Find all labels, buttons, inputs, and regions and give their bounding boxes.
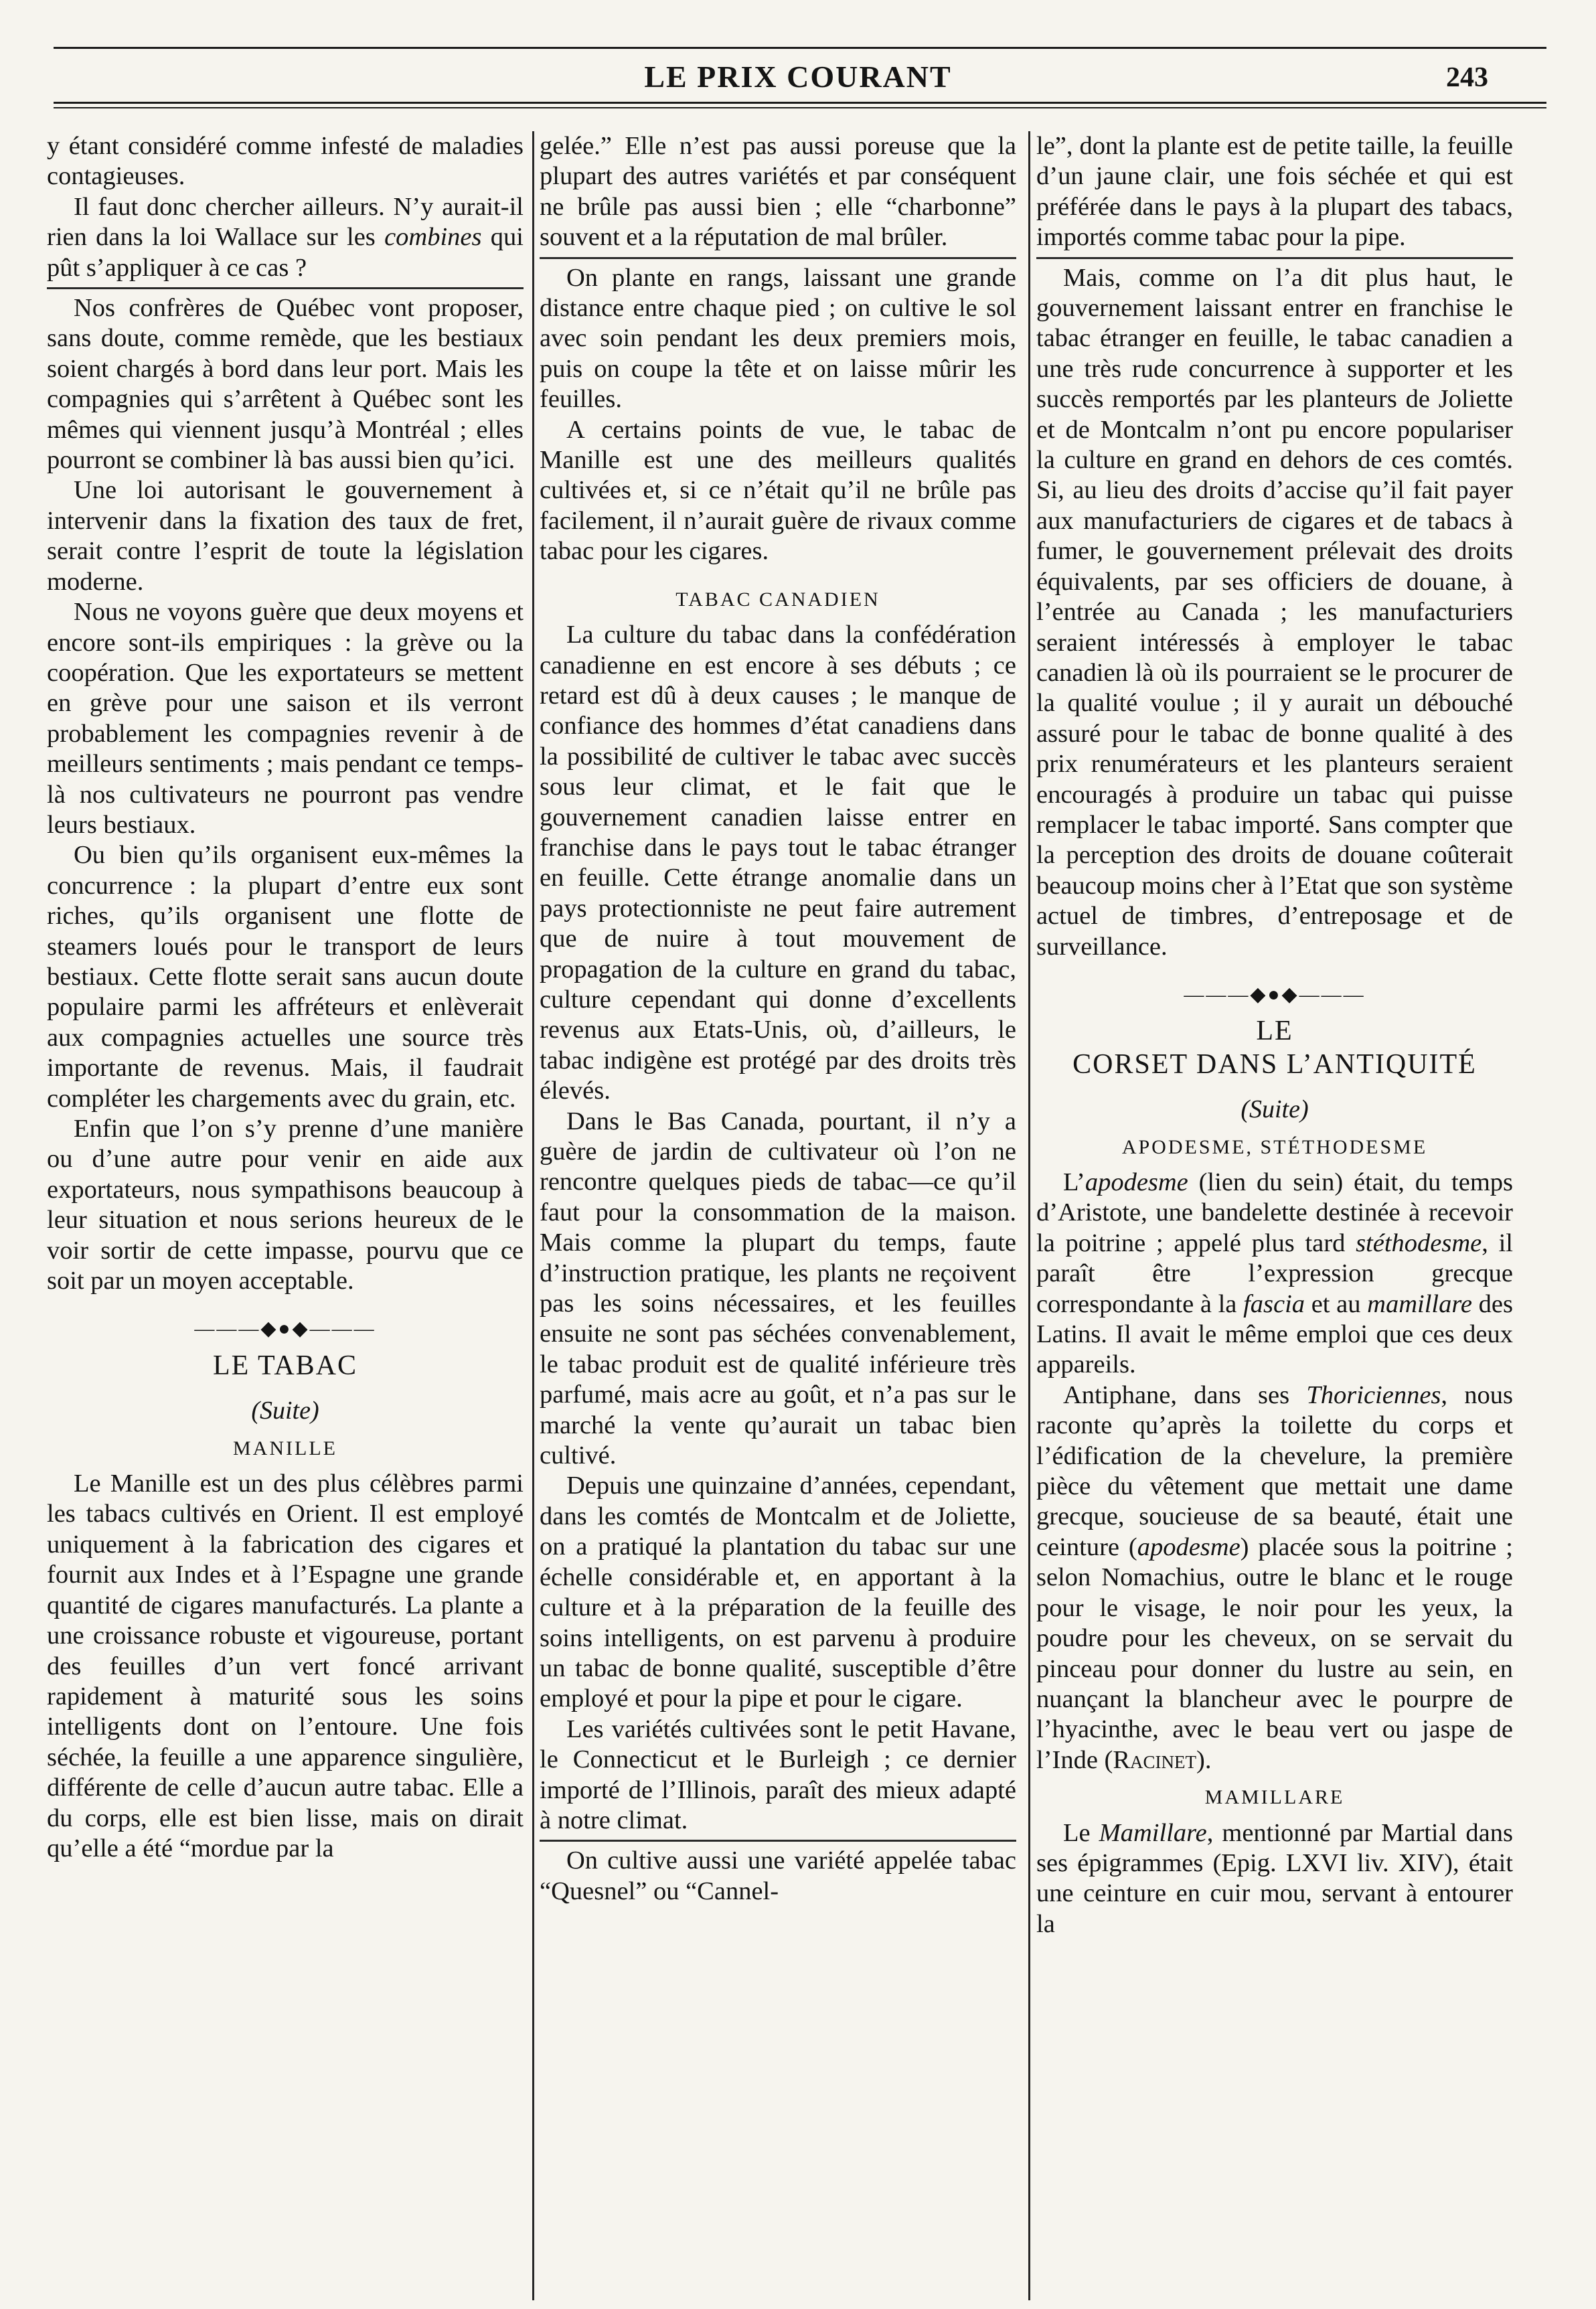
subheading: TABAC CANADIEN — [675, 588, 880, 611]
paragraph: On plante en rangs, laissant une grande distance entre chaque pied ; on cultive le sol avec soin pendant les deux premiers mois, puis on coupe la tête et on laisse mûrir les feuilles. — [540, 263, 1016, 414]
paragraph: gelée.” Elle n’est pas aussi poreuse que la plupart des autres variétés et par conséquent ne brûle pas aussi bien ; elle “charbonne” souvent et a la réputation de mal brûler. — [540, 132, 1016, 252]
paragraph: Les variétés cultivées sont le petit Havane, le Connecticut et le Burleigh ; ce dernier importé de l’Illinois, paraît des mieux adapté à notre climat. — [540, 1715, 1016, 1834]
paragraph: On cultive aussi une variété appelée tabac “Quesnel” ou “Cannel- — [540, 1846, 1016, 1905]
paragraph: Une loi autorisant le gouvernement à intervenir dans la fixation des taux de fret, serait contre l’esprit de toute la législation moderne. — [47, 476, 524, 596]
paragraph: y étant considéré comme infesté de maladies contagieuses. — [47, 132, 524, 191]
paragraph: A certains points de vue, le tabac de Manille est une des meilleurs qualités cultivées et, si ce n’était qu’il ne brûle pas facilement, il n’aurait guère de rivaux comme tabac pour les cigares. — [540, 415, 1016, 566]
header-bottom-rule-thin — [54, 107, 1546, 108]
paragraph: Mais, comme on l’a dit plus haut, le gouvernement laissant entrer en franchise le tabac étranger en feuille, le tabac canadien a une très rude concurrence à supporter et les succès remportés par les planteurs de Joliette et de Montcalm n’ont pu encore populariser la culture en grand en dehors de ces comtés. Si, au lieu des droits d’accise qu’il fait payer aux manufacturiers de cigares et de tabacs à fumer, le gouvernement prélevait des droits équivalents, par ses officiers de douane, à l’entrée au Canada ; les manufacturiers seraient intéressés à employer le tabac canadien là où ils pourraient se le procurer de la qualité voulue ; il y aurait un débouché assuré pour le tabac de bonne qualité à des prix renumérateurs et les planteurs seraient encouragés à produire un tabac qui puisse remplacer le tabac importé. Sans compter que la perception des droits de douane coûterait beaucoup moins cher à l’Etat que son système actuel de timbres, d’entreposage et de surveillance. — [1036, 263, 1513, 961]
column-right — [1036, 131, 1513, 2294]
paragraph: La culture du tabac dans la confédération canadienne en est encore à ses débuts ; ce retard est dû à deux causes ; le manque de confiance des hommes d’état canadiens dans la possibilité de cultiver le tabac avec succès sous leur climat, et le fait que le gouvernement canadien laisse entrer en franchise dans le pays tout le tabac étranger en feuille. Cette étrange anomalie dans un pays protectionniste ne peut faire autrement que de nuire à tout mouvement de propagation de la culture en grand du tabac, culture cependant qui donne d’excellents revenus aux Etats-Unis, où, d’ailleurs, le tabac indigène est protégé par des droits très élevés. — [540, 621, 1016, 1105]
ornament-divider: ———◆●◆——— — [1184, 983, 1366, 1006]
paragraph: Enfin que l’on s’y prenne d’une manière ou d’une autre pour venir en aide aux exportateurs, nous sympathisons beaucoup à leur situation et nous serions heureux de le voir sortir de cette impasse, pourvu que ce soit par un moyen acceptable. — [47, 1115, 524, 1295]
section-suite: (Suite) — [251, 1397, 319, 1425]
column-left — [47, 131, 524, 2294]
paragraph: Le Mamillare, mentionné par Martial dans ses épigrammes (Epig. LXVI liv. XIV), était une ceinture en cuir mou, servant à entourer la — [1036, 1818, 1513, 1938]
divider-line — [540, 1840, 1016, 1842]
paragraph: Ou bien qu’ils organisent eux-mêmes la concurrence : la plupart d’entre eux sont riches, qu’ils organisent une flotte de steamers loués pour le transport de leurs bestiaux. Cette flotte serait sans aucun doute populaire parmi les affréteurs et enlèverait aux compagnies actuelles une source très importante de revenus. Mais, il faudrait compléter les chargements avec du grain, etc. — [47, 841, 524, 1113]
paragraph: Il faut donc chercher ailleurs. N’y aurait-il rien dans la loi Wallace sur les combines qui pût s’appliquer à ce cas ? — [47, 192, 524, 282]
column-divider-1 — [532, 131, 534, 2300]
divider-line — [1036, 257, 1513, 259]
paragraph: L’apodesme (lien du sein) était, du temps d’Aristote, une bandelette destinée à recevoir la poitrine ; appelé plus tard stéthodesme, il paraît être l’expression grecque correspondante à la fascia et au mamillare des Latins. Il avait le même emploi que ces deux appareils. — [1036, 1168, 1513, 1379]
paragraph: Le Manille est un des plus célèbres parmi les tabacs cultivés en Orient. Il est employé uniquement à la fabrication des cigares et fournit aux Indes et à l’Espagne une grande quantité de cigares manufacturés. La plante a une croissance robuste et vigoureuse, portant des feuilles d’un vert foncé arrivant rapidement à maturité sous les soins intelligents dont on l’entoure. Une fois séchée, la feuille a une apparence singulière, différente de celle d’aucun autre tabac. Elle a du corps, elle est bien lisse, mais on dirait qu’elle a été “mordue par la — [47, 1469, 524, 1862]
column-middle — [540, 131, 1016, 2294]
section-title: LE TABAC — [212, 1350, 358, 1381]
subheading: MAMILLARE — [1204, 1786, 1345, 1809]
page-header-title: LE PRIX COURANT — [644, 60, 952, 94]
paragraph: Dans le Bas Canada, pourtant, il n’y a guère de jardin de cultivateur où l’on ne rencontre quelques pieds de tabac—ce qu’il faut pour la consommation de la maison. Mais comme la plupart du temps, faute d’instruction pratique, les plants ne reçoivent pas les soins nécessaires, et les feuilles ensuite ne sont pas séchées convenablement, le tabac produit est de qualité inférieure très parfumé, mais acre au goût, et n’a pas sur le marché la vente qu’aurait un tabac bien cultivé. — [540, 1107, 1016, 1470]
paragraph: le”, dont la plante est de petite taille, la feuille d’un jaune clair, une fois séchée et qui est préférée dans le pays à la plupart des tabacs, importés comme tabac pour la pipe. — [1036, 132, 1513, 252]
paragraph: Depuis une quinzaine d’années, cependant, dans les comtés de Montcalm et de Joliette, on a pratiqué la plantation du tabac sur une échelle considérable et, en apportant à la culture et à la préparation de la feuille des soins intelligents, on est parvenu à produire un tabac de bonne qualité, susceptible d’être employé et pour la pipe et pour le cigare. — [540, 1471, 1016, 1713]
section-title-line-1: LE — [1256, 1016, 1293, 1047]
subheading: MANILLE — [233, 1437, 337, 1459]
header-bottom-rule — [54, 102, 1546, 104]
divider-line — [47, 287, 524, 289]
section-title-line-2: CORSET DANS L’ANTIQUITÉ — [1072, 1048, 1477, 1080]
paragraph: Antiphane, dans ses Thoriciennes, nous raconte qu’après la toilette du corps et l’édification de la chevelure, la première pièce du vêtement que mettait une dame grecque, soucieuse de sa beauté, était une ceinture (apodesme) placée sous la poitrine ; selon Nomachius, outre le blanc et le rouge pour le visage, le noir pour les yeux, la poudre pour les cheveux, on se servait du pinceau pour donner du lustre au sein, en nuançant la blancheur avec le pourpre de l’hyacinthe, avec le beau vert ou jaspe de l’Inde (Racinet). — [1036, 1380, 1513, 1774]
divider-line — [540, 257, 1016, 259]
page-number: 243 — [1446, 62, 1488, 93]
paragraph: Nous ne voyons guère que deux moyens et encore sont-ils empiriques : la grève ou la coopération. Que les exportateurs se mettent en grève pour une saison et ils verront probablement les compagnies revenir à de meilleurs sentiments ; mais pendant ce temps-là nos cultivateurs ne pourront pas vendre leurs bestiaux. — [47, 598, 524, 839]
paragraph: Nos confrères de Québec vont proposer, sans doute, comme remède, que les bestiaux soient chargés à bord dans leur port. Mais les compagnies qui s’arrêtent à Québec sont les mêmes qui viennent jusqu’à Montréal ; elles pourront se combiner là bas aussi bien qu’ici. — [47, 294, 524, 475]
subheading: APODESME, STÉTHODESME — [1121, 1135, 1428, 1158]
header-top-rule — [54, 47, 1546, 49]
column-divider-2 — [1028, 131, 1030, 2300]
ornament-divider: ———◆●◆——— — [194, 1318, 376, 1340]
section-suite: (Suite) — [1241, 1095, 1309, 1124]
